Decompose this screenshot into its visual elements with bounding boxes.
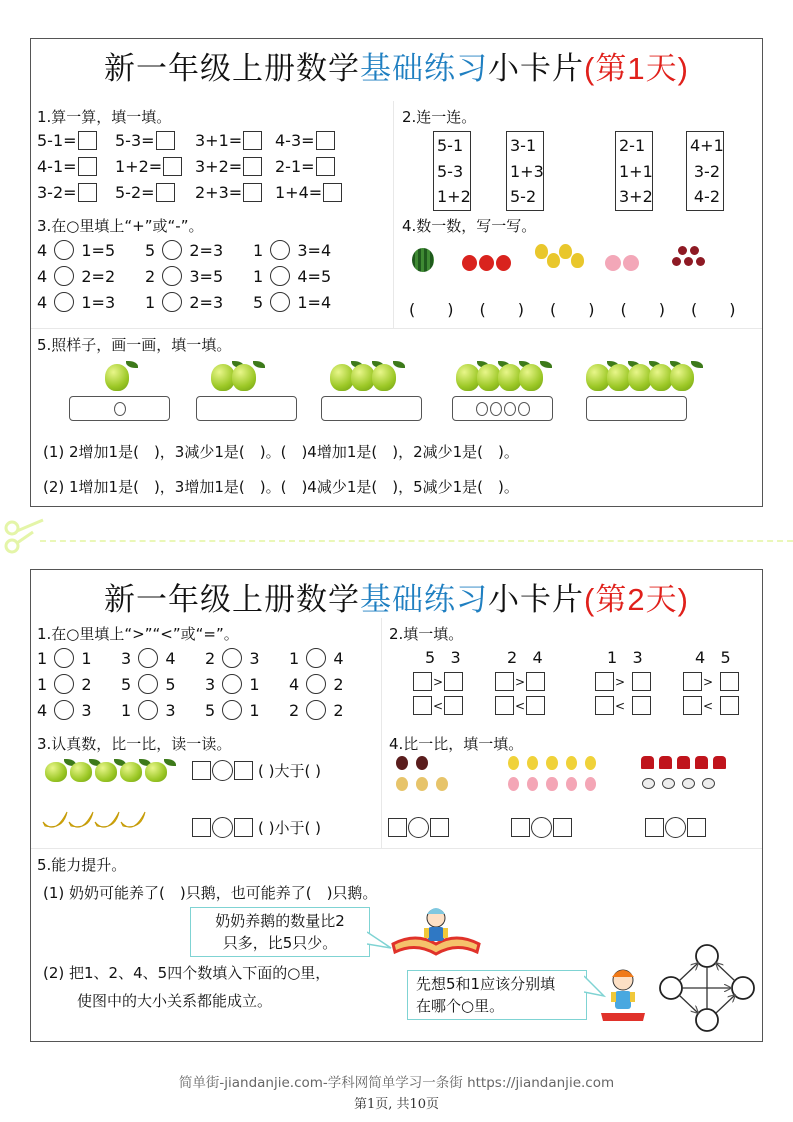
answer-box[interactable] (495, 696, 514, 715)
compare-answer-3 (645, 817, 706, 838)
fill-line-2[interactable]: (2) 1增加1是( )，3增加1是( )。( )4减少1是( )，5减少1是( )。 (43, 478, 519, 496)
question-3-grid: 4 1=5 5 2=3 1 3=4 4 2=2 2 3=5 1 4=5 4 1=3 1 2=3 5 1=4 (37, 240, 332, 312)
operator-circle[interactable] (270, 292, 290, 312)
match-item[interactable]: 4-2 (693, 187, 720, 206)
match-item[interactable]: 1+2 (437, 187, 471, 206)
apple-icon (372, 364, 396, 391)
answer-box[interactable] (413, 672, 432, 691)
title-part2: 基础练习 (360, 51, 489, 86)
circle-icon (504, 402, 516, 416)
match-item[interactable]: 5-2 (510, 187, 537, 206)
page-number: 第1页, 共10页 (353, 1097, 440, 1112)
question-1-grid (37, 131, 387, 202)
title-part3: 小卡片 (488, 582, 585, 617)
compare-circle[interactable] (138, 648, 158, 668)
answer-box[interactable] (243, 131, 262, 150)
question-4-title: 4.比一比，填一填。 (389, 735, 524, 753)
card-title (31, 43, 762, 88)
pear-peach-group (507, 756, 597, 791)
match-column (433, 131, 471, 211)
match-item[interactable]: 3+2 (619, 187, 653, 206)
apple-icon (120, 762, 142, 782)
divider (393, 101, 394, 329)
compare-circle[interactable] (138, 674, 158, 694)
match-item[interactable]: 1+3 (510, 161, 544, 181)
equation: 3+2= (195, 157, 275, 176)
answer-box[interactable] (595, 696, 614, 715)
answer-box[interactable] (234, 818, 253, 837)
drawing-box[interactable] (69, 396, 170, 421)
read-sentence[interactable]: ( )大于( ) (258, 762, 321, 780)
answer-box[interactable] (683, 696, 702, 715)
apple-icon (670, 364, 694, 391)
equation: 3-2= (37, 183, 115, 202)
operator-circle[interactable] (54, 266, 74, 286)
panda-icon (682, 778, 695, 789)
question-2-title: 2.填一填。 (389, 625, 464, 643)
card-title (31, 574, 762, 619)
operator-circle[interactable] (54, 240, 74, 260)
circle-icon (114, 402, 126, 416)
question-5-title: 5.照样子，画一画，填一填。 (37, 336, 232, 354)
chick-icon (416, 777, 428, 791)
operator-circle[interactable] (270, 266, 290, 286)
owl-icon (416, 756, 428, 770)
answer-box[interactable] (430, 818, 449, 837)
answer-box[interactable] (595, 672, 614, 691)
bubble-tail (367, 930, 393, 950)
divider (381, 618, 382, 848)
title-day: (第2天) (584, 582, 689, 617)
title-day: (第1天) (584, 51, 689, 86)
match-item[interactable]: 3-2 (693, 161, 720, 181)
answer-box[interactable] (316, 131, 335, 150)
question-1-title: 1.在○里填上“>”“<”或“=”。 (37, 625, 239, 643)
bag-icon (641, 756, 654, 769)
apple-group-2 (211, 364, 253, 391)
equation: 5-2= (115, 183, 195, 202)
compare-row-2 (192, 817, 321, 838)
pear-icon (546, 756, 557, 770)
answer-box[interactable] (495, 672, 514, 691)
equation: 4-3= (275, 131, 355, 150)
answer-box[interactable] (156, 183, 175, 202)
match-item[interactable]: 4+1 (690, 136, 724, 155)
match-item[interactable]: 5-1 (437, 136, 464, 155)
compare-circle[interactable] (531, 817, 552, 838)
question-2-title: 2.连一连。 (402, 108, 477, 126)
panda-icon (662, 778, 675, 789)
equation: 3+1= (195, 131, 275, 150)
question-3-title: 3.在○里填上“+”或“-”。 (37, 217, 204, 235)
count-blank[interactable]: ( ) (620, 300, 665, 319)
equation: 4-1= (37, 157, 115, 176)
owl-chick-group (395, 756, 455, 791)
answer-box[interactable] (683, 672, 702, 691)
drawing-box[interactable] (196, 396, 297, 421)
apple-group-3 (330, 364, 393, 391)
count-blanks (409, 297, 736, 320)
compare-row-1 (192, 760, 321, 781)
match-item[interactable]: 5-3 (437, 161, 464, 181)
circle-icon (476, 402, 488, 416)
diagram-circle-left (660, 977, 682, 999)
reading-girl-icon (597, 965, 649, 1025)
title-part1: 新一年级上册数学 (104, 582, 361, 617)
pear-icon (527, 756, 538, 770)
practice-card-day2 (30, 569, 763, 1042)
scissors-icon (3, 516, 45, 556)
operator-circle[interactable] (162, 266, 182, 286)
cut-line (40, 540, 793, 542)
answer-box[interactable] (388, 818, 407, 837)
apple-icon (145, 762, 167, 782)
title-part3: 小卡片 (488, 51, 585, 86)
answer-box[interactable] (192, 761, 211, 780)
hint-bubble-1: 奶奶养鹅的数量比2 只多，比5只少。 (190, 907, 370, 957)
answer-box[interactable] (243, 157, 262, 176)
answer-box[interactable] (526, 672, 545, 691)
ability-part-2-line1: (2) 把1、2、4、5四个数填入下面的○里， (43, 964, 331, 982)
answer-box[interactable] (511, 818, 530, 837)
answer-box[interactable] (243, 183, 262, 202)
answer-box[interactable] (316, 157, 335, 176)
answer-box[interactable] (163, 157, 182, 176)
reading-boy-icon (391, 902, 481, 957)
chick-icon (396, 777, 408, 791)
watermelon-icon (412, 248, 434, 276)
compare-answer-2 (511, 817, 572, 838)
match-column (686, 131, 724, 211)
answer-box[interactable] (645, 818, 664, 837)
peaches-icon (604, 252, 640, 271)
compare-circle[interactable] (212, 817, 233, 838)
operator-circle[interactable] (162, 240, 182, 260)
apple-group-4 (456, 364, 540, 391)
apple-icon (95, 762, 117, 782)
ability-part-2-line2: 使图中的大小关系都能成立。 (77, 992, 273, 1010)
answer-box[interactable] (720, 672, 739, 691)
answer-box[interactable] (156, 131, 175, 150)
operator-circle[interactable] (270, 240, 290, 260)
title-part1: 新一年级上册数学 (104, 51, 361, 86)
relation-diagram (657, 942, 757, 1034)
pears-icon (534, 244, 584, 274)
answer-box[interactable] (78, 131, 97, 150)
answer-box[interactable] (444, 696, 463, 715)
compare-circle[interactable] (138, 700, 158, 720)
apple-icon (105, 364, 129, 391)
compare-circle[interactable] (54, 700, 74, 720)
hint-bubble-2: 先想5和1应该分别填 在哪个○里。 (407, 970, 587, 1020)
answer-box[interactable] (632, 696, 651, 715)
question-1-grid: 1 1 3 4 2 3 1 4 1 2 5 5 3 1 4 2 4 3 1 3 5 1 2 2 (37, 648, 344, 720)
apple-group-1 (105, 364, 126, 391)
peach-icon (566, 777, 577, 791)
divider (31, 848, 762, 849)
equation: 1+2= (115, 157, 195, 176)
apples-icon (461, 252, 512, 271)
answer-box[interactable] (720, 696, 739, 715)
count-blank[interactable]: ( ) (691, 300, 736, 319)
match-column (506, 131, 544, 211)
answer-box[interactable] (78, 157, 97, 176)
bag-icon (713, 756, 726, 769)
question-1-title: 1.算一算，填一填。 (37, 108, 172, 126)
count-blank[interactable]: ( ) (550, 300, 595, 319)
equation: 2+3= (195, 183, 275, 202)
pear-icon (585, 756, 596, 770)
compare-circle[interactable] (222, 700, 242, 720)
footer-source: 简单街-jiandanjie.com-学科网简单学习一条街 https://jiandanjie.com (178, 1075, 615, 1091)
answer-box[interactable] (323, 183, 342, 202)
operator-circle[interactable] (162, 292, 182, 312)
bananas-icon (41, 806, 151, 836)
question-4-title: 4.数一数，写一写。 (402, 217, 537, 235)
drawing-box[interactable] (586, 396, 687, 421)
diagram-circle-right (732, 977, 754, 999)
answer-box[interactable] (444, 672, 463, 691)
pear-icon (508, 756, 519, 770)
bag-icon (695, 756, 708, 769)
compare-answer-1 (388, 817, 449, 838)
question-5-title: 5.能力提升。 (37, 856, 127, 874)
peach-icon (585, 777, 596, 791)
ability-part-1[interactable]: (1) 奶奶可能养了( )只鹅，也可能养了( )只鹅。 (43, 884, 378, 902)
apple-icon (519, 364, 543, 391)
fill-line-1[interactable]: (1) 2增加1是( )，3减少1是( )。( )4增加1是( )，2减少1是( )。 (43, 443, 519, 461)
answer-box[interactable] (687, 818, 706, 837)
operator-circle[interactable] (54, 292, 74, 312)
compare-circle[interactable] (54, 648, 74, 668)
apple-icon (232, 364, 256, 391)
count-blank[interactable]: ( ) (479, 300, 524, 319)
practice-card-day1 (30, 38, 763, 507)
match-item[interactable]: 1+1 (619, 161, 653, 181)
compare-circle[interactable] (306, 700, 326, 720)
apples-row (45, 762, 170, 782)
title-part2: 基础练习 (360, 582, 489, 617)
circle-icon (518, 402, 530, 416)
drawing-box[interactable] (321, 396, 422, 421)
answer-box[interactable] (526, 696, 545, 715)
chick-icon (436, 777, 448, 791)
answer-box[interactable] (234, 761, 253, 780)
peach-icon (508, 777, 519, 791)
match-item[interactable]: 3-1 (510, 136, 537, 155)
divider (31, 328, 762, 329)
drawing-box[interactable] (452, 396, 553, 421)
diagram-circle-top (696, 945, 718, 967)
bag-panda-group (641, 756, 741, 789)
answer-box[interactable] (78, 183, 97, 202)
bag-icon (659, 756, 672, 769)
count-blank[interactable]: ( ) (409, 300, 454, 319)
compare-circle[interactable] (306, 648, 326, 668)
compare-circle[interactable] (222, 648, 242, 668)
question-2-grid: 5 3 > < 2 4 > < 1 3 > < 4 5 > < (413, 648, 753, 715)
compare-circle[interactable] (222, 674, 242, 694)
match-column (615, 131, 653, 211)
diagram-circle-bottom (696, 1009, 718, 1031)
equation: 5-3= (115, 131, 195, 150)
apple-group-5 (586, 364, 691, 391)
peach-icon (527, 777, 538, 791)
answer-box[interactable] (632, 672, 651, 691)
panda-icon (702, 778, 715, 789)
compare-circle[interactable] (54, 674, 74, 694)
answer-box[interactable] (553, 818, 572, 837)
apple-icon (45, 762, 67, 782)
compare-circle[interactable] (665, 817, 686, 838)
question-3-title: 3.认真数，比一比，读一读。 (37, 735, 232, 753)
answer-box[interactable] (413, 696, 432, 715)
compare-circle[interactable] (212, 760, 233, 781)
answer-box[interactable] (192, 818, 211, 837)
pear-icon (566, 756, 577, 770)
owl-icon (396, 756, 408, 770)
compare-circle[interactable] (306, 674, 326, 694)
peach-icon (546, 777, 557, 791)
equation: 1+4= (275, 183, 355, 202)
bag-icon (677, 756, 690, 769)
compare-circle[interactable] (408, 817, 429, 838)
cherries-icon (671, 246, 711, 274)
panda-icon (642, 778, 655, 789)
apple-icon (70, 762, 92, 782)
read-sentence[interactable]: ( )小于( ) (258, 819, 321, 837)
equation: 5-1= (37, 131, 115, 150)
equation: 2-1= (275, 157, 355, 176)
match-item[interactable]: 2-1 (619, 136, 646, 155)
circle-icon (490, 402, 502, 416)
